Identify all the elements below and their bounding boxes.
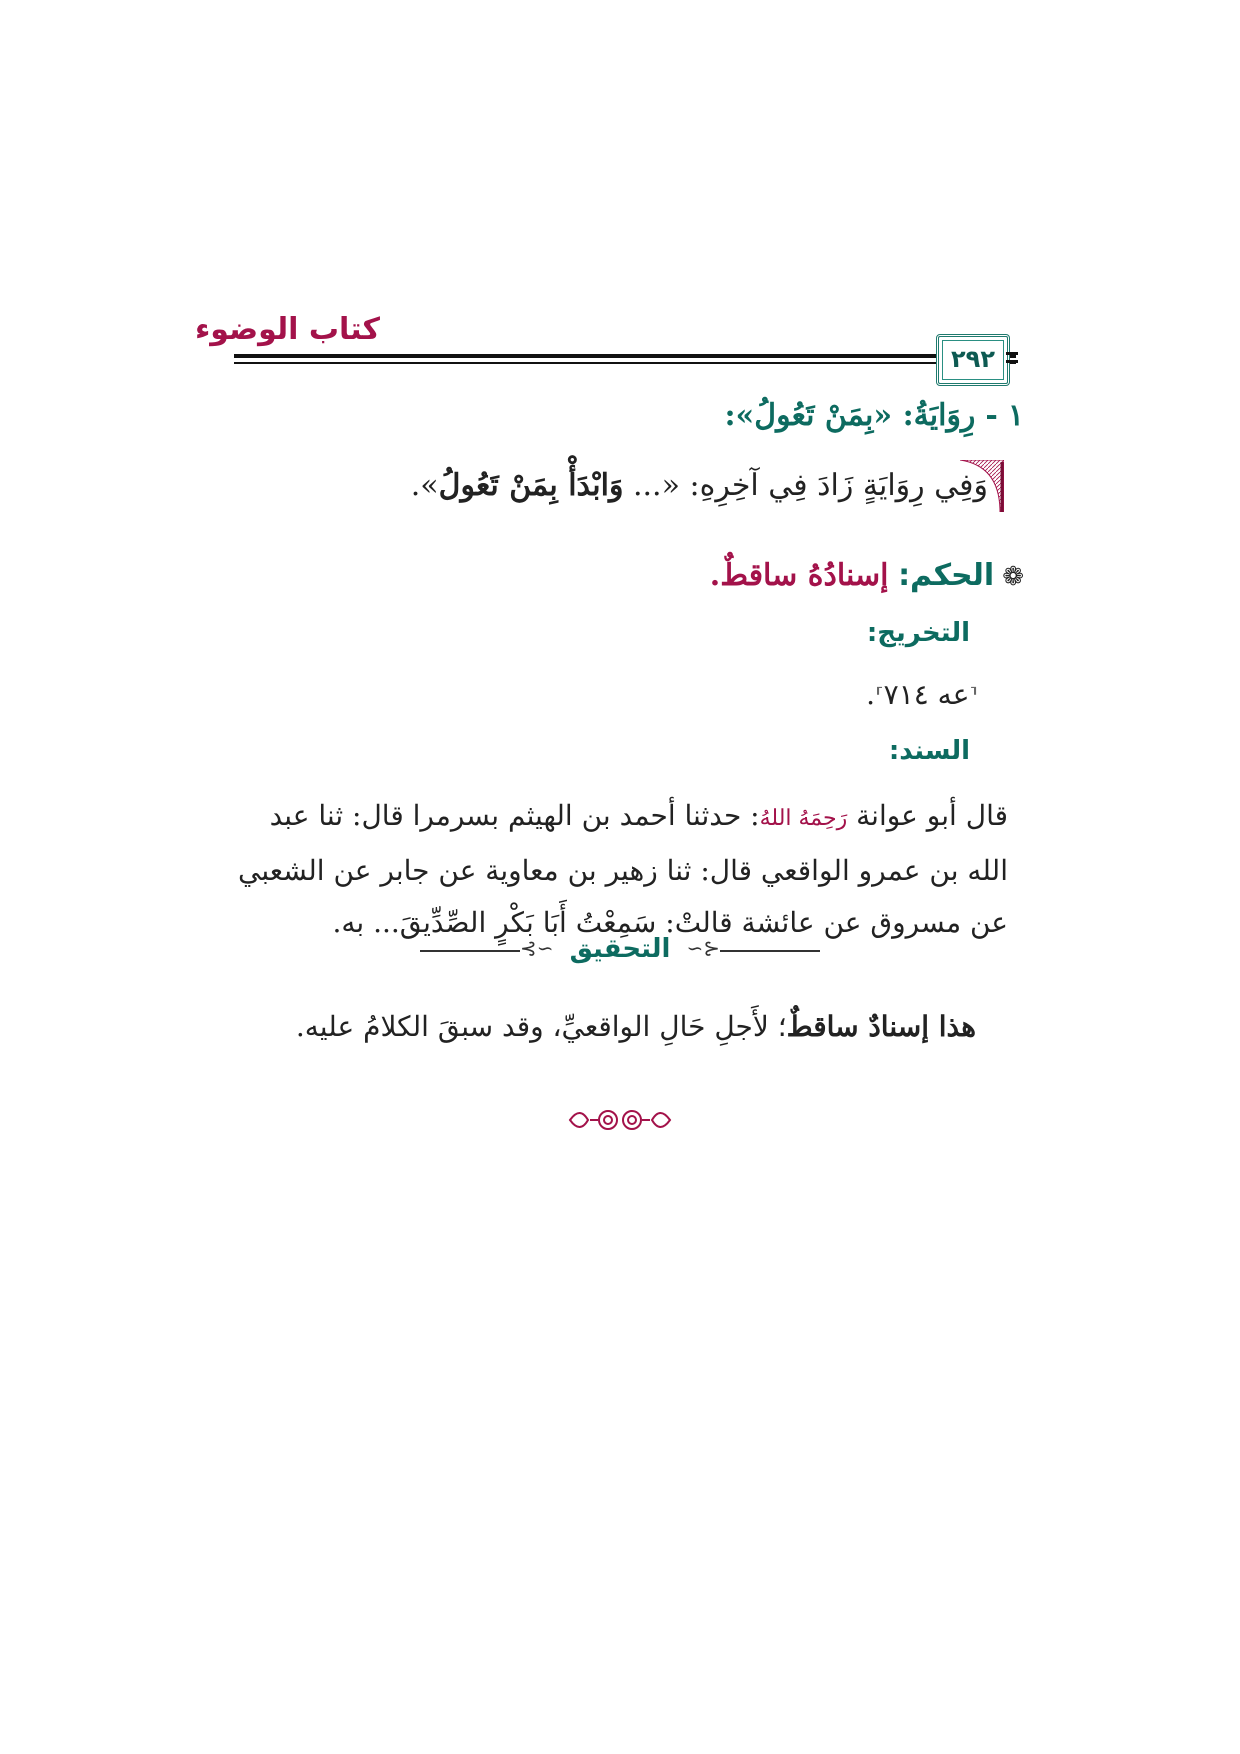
page-number-box — [936, 334, 1010, 386]
hukm-label: الحكم: — [898, 558, 995, 593]
divider-ornament-right-icon: ∽⊱ — [686, 936, 720, 960]
book-title: كتاب الوضوء — [194, 312, 380, 347]
section-heading — [724, 398, 1024, 433]
riwaya-end: ». — [410, 468, 439, 503]
honorific: رَحِمَهُ اللهُ — [759, 806, 848, 831]
riwaya-text — [411, 468, 988, 503]
divider-ornament-left-icon: ⊰∽ — [520, 936, 554, 960]
page-number: ٢٩٢ — [951, 345, 995, 373]
tahqiq-title: التحقيق — [569, 934, 671, 964]
sanad-text-after: : حدثنا أحمد بن الهيثم بسرمرا قال: ثنا عبد الله بن عمرو الواقعي قال: ثنا زهير بن معاوية عن جابر عن الشعبي عن مسروق عن عائشة قالتْ: سَمِعْتُ أَبَا بَكْرٍ الصِّدِّيقَ... به. — [238, 799, 1008, 939]
hukm-line — [710, 558, 1024, 593]
header-rule — [234, 354, 1016, 358]
flower-icon: ❁ — [1002, 562, 1024, 592]
sanad-text-before: قال أبو عوانة — [847, 799, 1008, 832]
hukm-value: إسنادُهُ ساقطٌ. — [709, 558, 889, 593]
tahqiq-rest: ؛ لأَجلِ حَالِ الواقعيِّ، وقد سبقَ الكلامُ عليه. — [295, 1010, 787, 1043]
section-number: ١ — [1007, 398, 1024, 433]
header-rule-thin — [234, 362, 1016, 364]
takhrij-ref-end: . — [866, 678, 876, 711]
page-box-rules — [1006, 352, 1018, 368]
tahqiq-bold: هذا إسنادٌ ساقطٌ — [786, 1010, 976, 1043]
takhrij-label: التخريج: — [866, 618, 970, 648]
section-title: رِوَايَةُ: «بِمَنْ تَعُولُ»: — [724, 398, 976, 433]
section-separator: - — [985, 398, 998, 433]
tahqiq-divider — [420, 934, 820, 974]
bracket-open-icon: ⸢ — [969, 685, 978, 710]
end-ornament-icon — [560, 1100, 680, 1140]
sanad-paragraph — [228, 790, 1008, 949]
riwaya-intro: وَفِي رِوَايَةٍ زَادَ فِي آخِرِهِ: «... — [623, 468, 988, 503]
takhrij-ref-text: عه ٧١٤ — [883, 678, 970, 711]
divider-line-right — [720, 950, 820, 952]
sanad-label: السند: — [888, 736, 970, 766]
bracket-close-icon: ⸣ — [875, 685, 884, 710]
riwaya-bold: وَابْدَأْ بِمَنْ تَعُولُ — [438, 468, 624, 503]
takhrij-reference — [866, 678, 978, 711]
tahqiq-conclusion — [296, 1010, 976, 1043]
